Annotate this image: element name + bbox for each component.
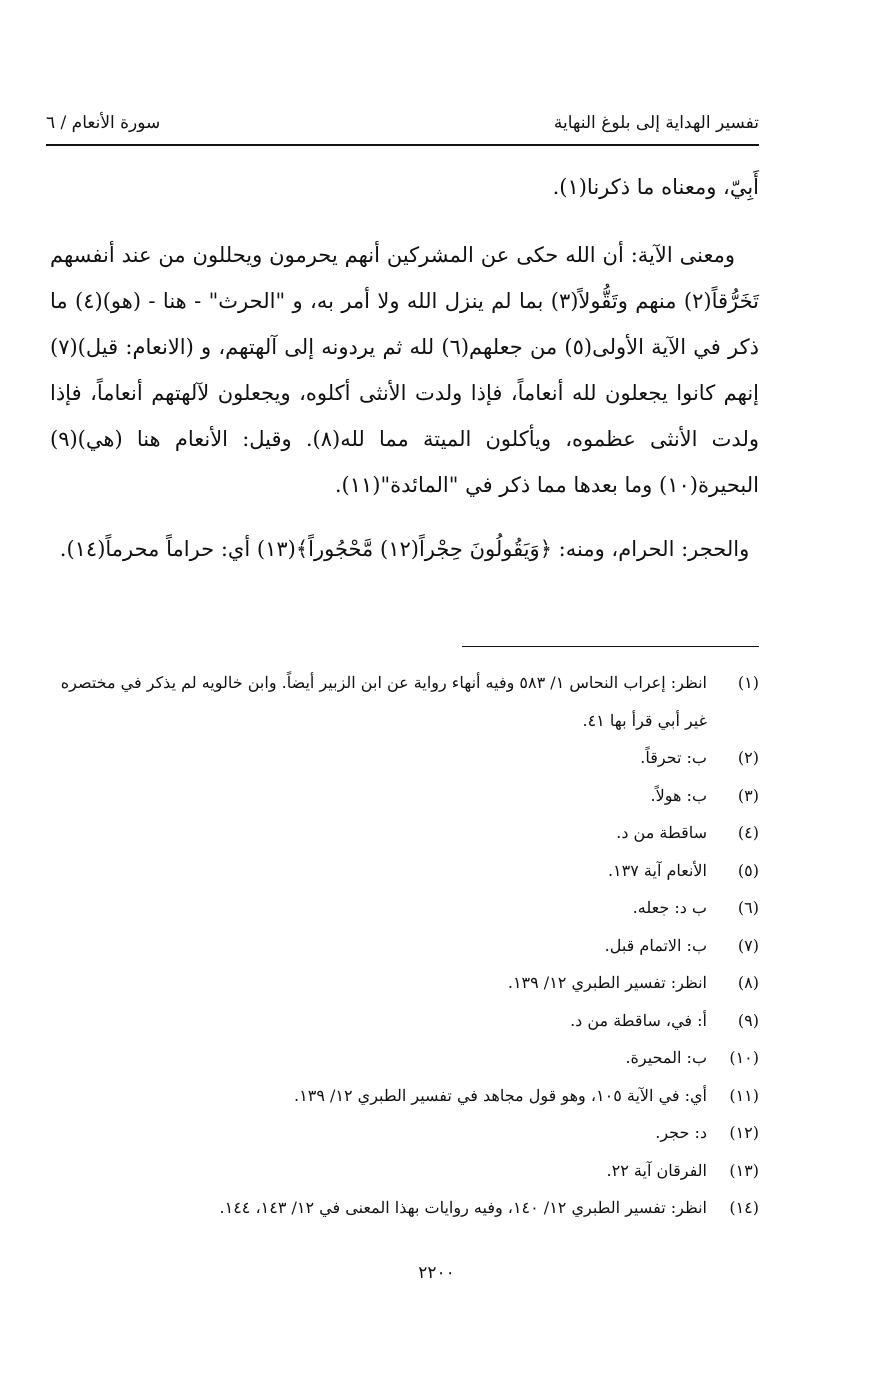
footnote-text: أ: في، ساقطة من د. [570, 1010, 707, 1030]
footnote-text: د: حجر. [655, 1123, 707, 1142]
footnote-number: (٤) [737, 823, 759, 842]
footnote-item [50, 777, 759, 815]
footnote-text: انظر: إعراب النحاس ١/ ٥٨٣ وفيه أنهاء رواية عن ابن الزبير أيضاً. وابن خالويه لم يذكر في مختصره غير أبي قرأ بها ٤١. [60, 673, 707, 730]
footnote-number: (٨) [737, 973, 759, 992]
footnote-text: الفرقان آية ٢٢. [606, 1160, 707, 1180]
running-header [46, 107, 759, 141]
footnote-number: (٧) [737, 935, 759, 955]
surah-label: سورة الأنعام / ٦ [46, 113, 161, 133]
footnote-text: ب: المحيرة. [625, 1048, 707, 1067]
footnote-item [50, 1152, 759, 1190]
paragraph-1: أَبِيّ، ومعناه ما ذكرنا(١). [552, 175, 759, 199]
footnote-number: (٢) [737, 748, 759, 767]
footnote-number: (١٠) [729, 1048, 759, 1067]
footnote-item [50, 1077, 759, 1115]
footnote-text: ب د: جعله. [632, 898, 707, 917]
header-rule [46, 144, 759, 146]
footnote-item [50, 927, 759, 965]
footnote-item [50, 964, 759, 1002]
footnote-number: (١٢) [729, 1123, 759, 1142]
footnote-text: الأنعام آية ١٣٧. [607, 860, 707, 880]
footnote-item [50, 1002, 759, 1040]
footnote-text: ب: هولاً. [650, 785, 707, 805]
footnote-item [50, 1114, 759, 1152]
footnote-number: (٩) [737, 1010, 759, 1030]
footnote-item [50, 1039, 759, 1077]
footnote-text: انظر: تفسير الطبري ١٢/ ١٤٠، وفيه روايات بهذا المعنى في ١٢/ ١٤٣، ١٤٤. [219, 1198, 707, 1217]
footnote-item [50, 852, 759, 890]
footnote-number: (٦) [737, 898, 759, 917]
footnote-text: ب: تحرقاً. [640, 748, 707, 767]
footnote-number: (١١) [729, 1085, 759, 1105]
footnote-item [50, 739, 759, 777]
footnote-item [50, 664, 759, 739]
footnote-number: (١٣) [729, 1160, 759, 1180]
footnote-rule [462, 646, 759, 647]
page-number: ٢٢٠٠ [418, 1263, 455, 1283]
footnote-text: أي: في الآية ١٠٥، وهو قول مجاهد في تفسير الطبري ١٢/ ١٣٩. [294, 1085, 707, 1105]
footnote-number: (٥) [737, 860, 759, 880]
footnote-item [50, 1189, 759, 1227]
footnote-text: ساقطة من د. [616, 823, 707, 842]
footnote-item [50, 889, 759, 927]
footnote-text: ب: الاتمام قبل. [604, 935, 707, 955]
footnotes [50, 664, 759, 1227]
paragraph-3: والحجر: الحرام، ومنه: ﴿وَيَقُولُونَ حِجْراً(١٢) مَّحْجُوراً﴾(١٣) أي: حراماً محرماً(١٤). [59, 537, 750, 561]
footnote-number: (١٤) [729, 1198, 759, 1217]
footnote-text: انظر: تفسير الطبري ١٢/ ١٣٩. [507, 973, 707, 992]
footnote-number: (١) [737, 673, 759, 692]
main-text [50, 164, 759, 572]
book-title: تفسير الهداية إلى بلوغ النهاية [553, 113, 759, 133]
paragraph-2: ومعنى الآية: أن الله حكى عن المشركين أنهم يحرمون ويحللون من عند أنفسهم تَخَرُّقاً(٢) منهم وتَقُّولاً(٣) بما لم ينزل الله ولا أمر به، و "الحرث" - هنا - (هو)(٤) ما ذكر في الآية الأولى(٥) من جعلهم(٦) لله ثم يردونه إلى آلهتهم، و (الانعام: قيل)(٧) إنهم كانوا يجعلون لله أنعاماً، فإذا ولدت الأنثى أكلوه، ويجعلون لآلهتهم أنعاماً، فإذا ولدت الأنثى عظموه، ويأكلون الميتة مما لله(٨). وقيل: الأنعام هنا (هي)(٩) البحيرة(١٠) وما بعدها مما ذكر في "المائدة"(١١). [50, 243, 760, 497]
footnote-item [50, 814, 759, 852]
footnote-number: (٣) [737, 785, 759, 805]
